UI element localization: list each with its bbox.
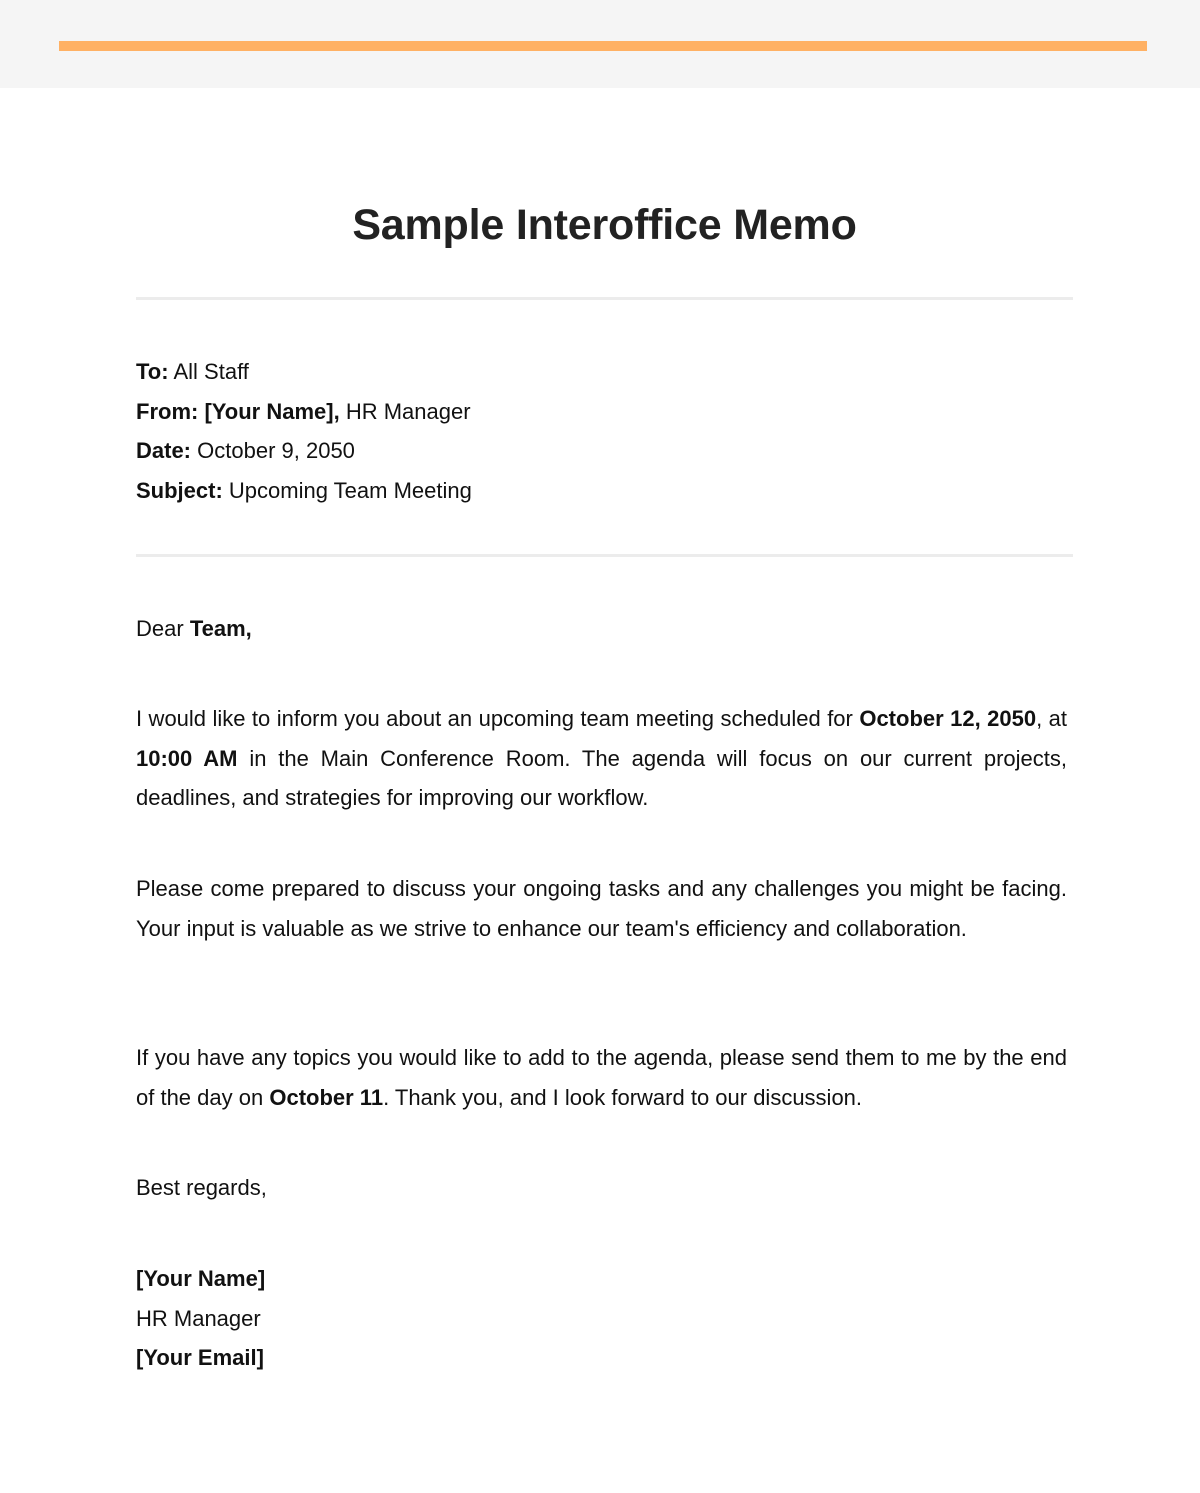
memo-title: Sample Interoffice Memo: [352, 201, 857, 249]
greeting-prefix: Dear: [136, 616, 184, 641]
date-row: [136, 431, 1067, 471]
subject-value: Upcoming Team Meeting: [228, 477, 472, 503]
para1-text-2: , at: [1036, 706, 1067, 731]
from-row: [136, 392, 1067, 432]
from-value: HR Manager: [345, 398, 471, 424]
header-divider: [136, 554, 1073, 557]
accent-bar: [59, 41, 1147, 51]
body-paragraph-3: [136, 1038, 1067, 1117]
to-row: [136, 352, 1067, 392]
greeting: [136, 609, 1067, 649]
date-value: October 9, 2050: [197, 438, 355, 463]
to-label: To:: [136, 359, 169, 384]
para1-text-1: I would like to inform you about an upcoming team meeting scheduled for: [136, 706, 853, 731]
signature-email: [Your Email]: [136, 1345, 264, 1370]
body-paragraph-1: [136, 699, 1067, 818]
closing: Best regards,: [136, 1175, 267, 1200]
signature-name: [Your Name]: [136, 1266, 266, 1291]
title-divider: [136, 297, 1073, 300]
subject-label: Subject:: [136, 477, 223, 503]
from-label: From: [Your Name],: [136, 398, 340, 424]
top-band: [0, 0, 1200, 88]
meeting-time: 10:00 AM: [136, 745, 238, 771]
body-paragraph-2: Please come prepared to discuss your ongoing tasks and any challenges you might be facing. Your input is valuable as we strive to enhance our team's efficiency and collaboration.: [136, 876, 1067, 941]
memo-header: [136, 352, 1067, 510]
subject-row: [136, 471, 1067, 511]
agenda-deadline: October 11: [269, 1084, 384, 1110]
date-label: Date:: [136, 438, 192, 463]
para3-text-1: If you have any topics you would like to add to the agenda, please send them to me by the end of the day on: [136, 1045, 1067, 1110]
meeting-date: October 12, 2050: [859, 706, 1037, 731]
to-value: All Staff: [173, 359, 249, 384]
para3-text-2: . Thank you, and I look forward to our discussion.: [383, 1084, 863, 1110]
greeting-name: Team,: [189, 616, 252, 641]
signature-block: [136, 1259, 265, 1378]
signature-role: HR Manager: [136, 1305, 261, 1331]
para1-text-3: in the Main Conference Room. The agenda will focus on our current projects, deadlines, and strategies for improving our workflow.: [136, 745, 1067, 810]
